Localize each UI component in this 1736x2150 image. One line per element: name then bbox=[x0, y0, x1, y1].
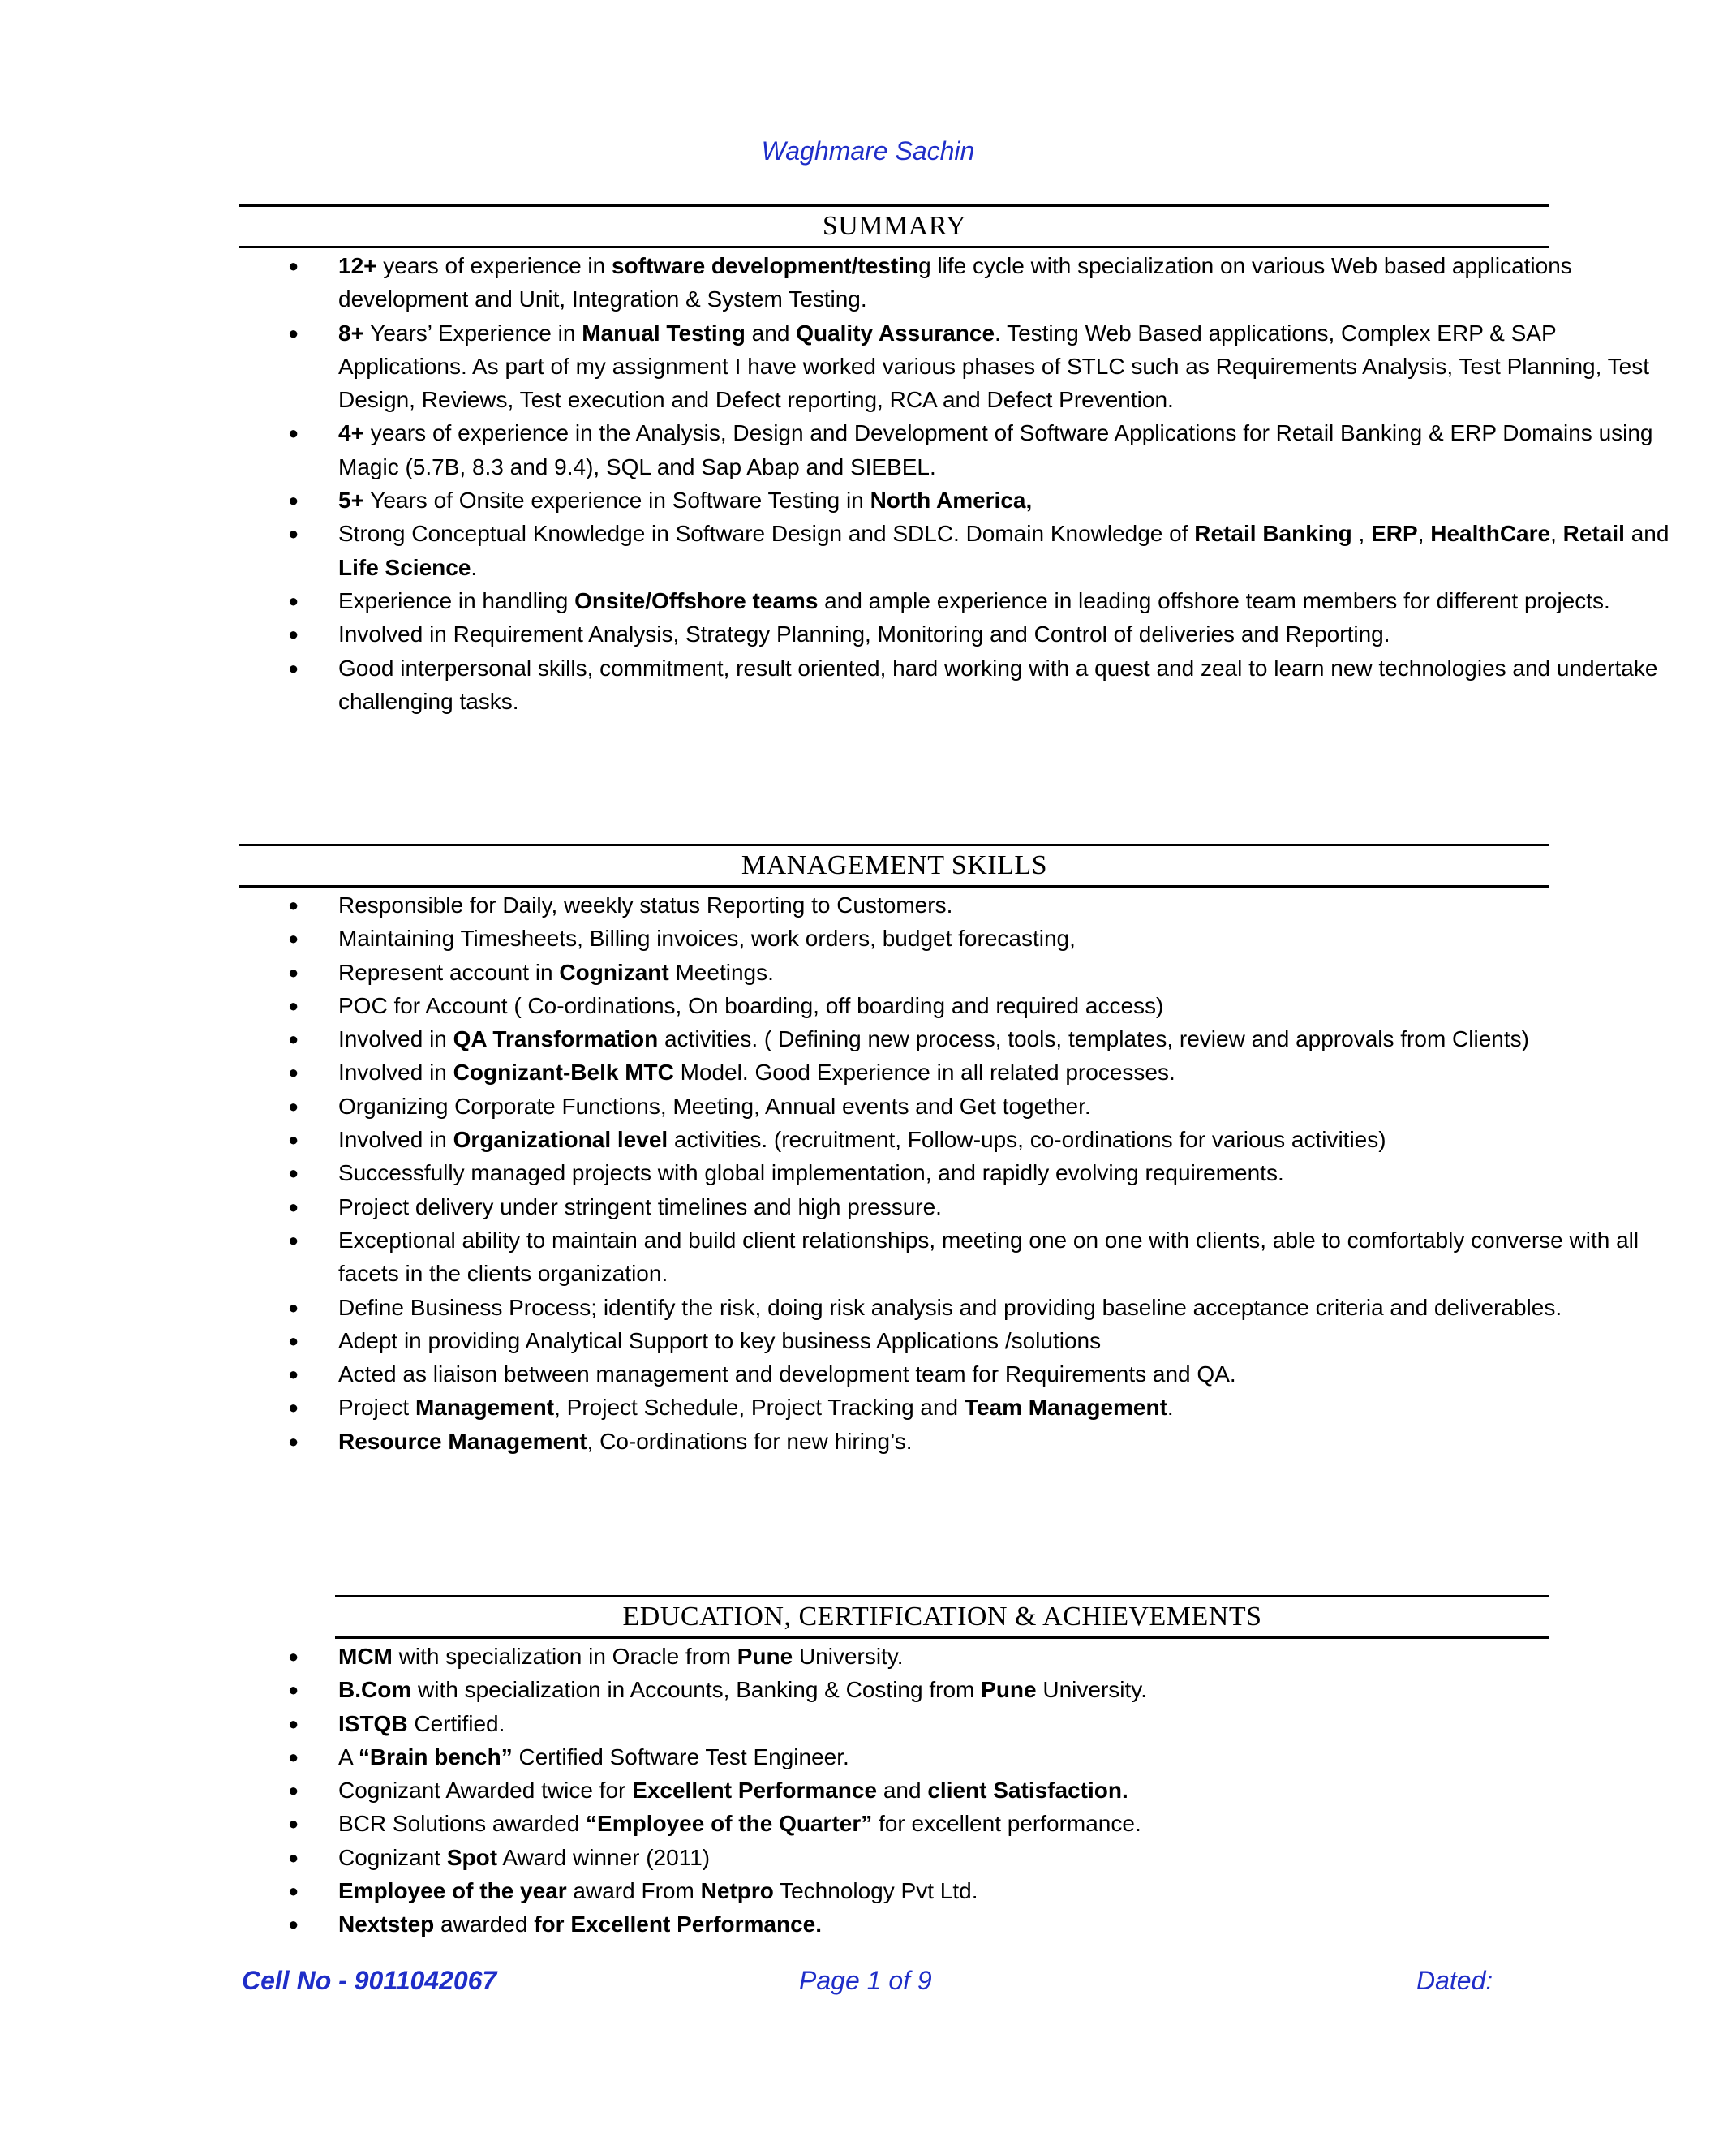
list-item bbox=[239, 1391, 1677, 1424]
list-item bbox=[239, 1223, 1677, 1291]
item-text: Project delivery under stringent timelines and high pressure. bbox=[338, 1193, 942, 1219]
list-item bbox=[239, 989, 1677, 1022]
item-text: . Testing Web Based applications, Complex ERP & SAP Applications. As part of my assignment I have worked various phases of STLC such as Requirements Analysis, Test Planning, Test Design, Reviews, Test execution and Defect reporting, RCA and Defect Prevention. bbox=[338, 320, 1650, 413]
bold-text: B.Com bbox=[338, 1677, 412, 1703]
bullet-icon: ● bbox=[288, 1163, 299, 1184]
item-text: Technology Pvt Ltd. bbox=[773, 1878, 978, 1904]
bold-text: 4+ bbox=[338, 420, 364, 446]
item-text: Project bbox=[338, 1395, 415, 1421]
item-text: Acted as liaison between management and development team for Requirements and QA. bbox=[338, 1361, 1236, 1387]
list-item bbox=[239, 1324, 1677, 1357]
bold-text: Cognizant bbox=[559, 959, 669, 985]
bullet-icon: ● bbox=[288, 624, 299, 645]
item-text: . bbox=[1167, 1395, 1174, 1421]
item-text: . bbox=[471, 554, 478, 580]
education-list bbox=[239, 1640, 1549, 1941]
item-text: , bbox=[1351, 521, 1372, 547]
bold-text: client Satisfaction. bbox=[927, 1778, 1128, 1804]
item-text: , Co-ordinations for new hiring’s. bbox=[587, 1428, 913, 1454]
item-text: Organizing Corporate Functions, Meeting, Annual events and Get together. bbox=[338, 1093, 1091, 1119]
item-text: University. bbox=[1036, 1677, 1147, 1703]
list-item bbox=[239, 956, 1677, 989]
list-item bbox=[239, 1673, 1677, 1706]
item-text: activities. (recruitment, Follow-ups, co-ordinations for various activities) bbox=[668, 1127, 1386, 1153]
item-text: Certified Software Test Engineer. bbox=[512, 1744, 849, 1769]
list-item bbox=[239, 1841, 1677, 1874]
item-text: Involved in Requirement Analysis, Strategy Planning, Monitoring and Control of deliveries and Reporting. bbox=[338, 621, 1390, 647]
list-item bbox=[239, 1090, 1677, 1123]
item-text: activities. ( Defining new process, tools, templates, review and approvals from Clients) bbox=[658, 1026, 1529, 1052]
bold-text: 8+ bbox=[338, 320, 364, 346]
bold-text: Onsite/Offshore teams bbox=[574, 587, 819, 613]
bold-text: for Excellent Performance. bbox=[534, 1911, 823, 1937]
item-text: g life cycle with specialization on various Web based applications development and Unit, Integration & System Testing. bbox=[338, 253, 1572, 312]
bullet-icon: ● bbox=[288, 1679, 299, 1701]
list-item bbox=[239, 1425, 1677, 1458]
cell-number: Cell No - 9011042067 bbox=[242, 1966, 497, 1995]
bullet-icon: ● bbox=[288, 1330, 299, 1351]
bullet-icon: ● bbox=[288, 995, 299, 1016]
item-text: Good interpersonal skills, commitment, result oriented, hard working with a quest and zeal to learn new technologies and undertake challenging tasks. bbox=[338, 655, 1658, 714]
bullet-icon: ● bbox=[288, 322, 299, 343]
item-text: Involved in bbox=[338, 1026, 453, 1052]
item-text: Cognizant bbox=[338, 1844, 447, 1870]
list-item bbox=[239, 316, 1677, 417]
item-text: Meetings. bbox=[668, 959, 774, 985]
list-item bbox=[239, 1740, 1677, 1774]
bullet-icon: ● bbox=[288, 1364, 299, 1385]
item-text: POC for Account ( Co-ordinations, On boarding, off boarding and required access) bbox=[338, 992, 1164, 1018]
item-text: Maintaining Timesheets, Billing invoices, work orders, budget forecasting, bbox=[338, 926, 1076, 952]
item-text: , Project Schedule, Project Tracking and bbox=[554, 1395, 965, 1421]
list-item bbox=[239, 484, 1677, 517]
bold-text: Quality Assurance bbox=[796, 320, 995, 346]
education-header bbox=[335, 1595, 1549, 1639]
bold-text: Employee of the year bbox=[338, 1878, 567, 1904]
list-item bbox=[239, 1807, 1677, 1840]
list-item bbox=[239, 1022, 1677, 1056]
education-title: EDUCATION, CERTIFICATION & ACHIEVEMENTS bbox=[622, 1602, 1262, 1632]
list-item bbox=[239, 617, 1677, 651]
management-header bbox=[239, 844, 1549, 888]
item-text: and ample experience in leading offshore team members for different projects. bbox=[818, 587, 1610, 613]
list-item bbox=[239, 1640, 1677, 1673]
item-text: Strong Conceptual Knowledge in Software Design and SDLC. Domain Knowledge of bbox=[338, 521, 1195, 547]
item-text: Represent account in bbox=[338, 959, 560, 985]
item-text: Adept in providing Analytical Support to key business Applications /solutions bbox=[338, 1327, 1102, 1353]
list-item bbox=[239, 416, 1677, 484]
bullet-icon: ● bbox=[288, 1229, 299, 1250]
bold-text: Cognizant-Belk MTC bbox=[453, 1060, 674, 1086]
item-text: Responsible for Daily, weekly status Reporting to Customers. bbox=[338, 892, 953, 918]
item-text: years of experience in bbox=[376, 253, 612, 278]
list-item bbox=[239, 1357, 1677, 1391]
bold-text: Life Science bbox=[338, 554, 471, 580]
list-item bbox=[239, 1056, 1677, 1089]
summary-list bbox=[239, 249, 1669, 718]
bullet-icon: ● bbox=[288, 1029, 299, 1050]
bullet-icon: ● bbox=[288, 1746, 299, 1767]
bold-text: Team Management bbox=[964, 1395, 1167, 1421]
item-text: A bbox=[338, 1744, 359, 1769]
item-text: with specialization in Oracle from bbox=[392, 1644, 737, 1669]
item-text: Certified. bbox=[407, 1710, 505, 1736]
management-title: MANAGEMENT SKILLS bbox=[741, 850, 1048, 880]
bold-text: Organizational level bbox=[453, 1127, 668, 1153]
list-item bbox=[239, 249, 1677, 316]
bullet-icon: ● bbox=[288, 523, 299, 544]
bold-text: Netpro bbox=[700, 1878, 774, 1904]
item-text: years of experience in the Analysis, Design and Development of Software Applications for Retail Banking & ERP Domains using Magic (5.7B, 8.3 and 9.4), SQL and Sap Abap and SIEBEL. bbox=[338, 420, 1653, 479]
bullet-icon: ● bbox=[288, 1296, 299, 1318]
bold-text: 5+ bbox=[338, 488, 364, 514]
list-item bbox=[239, 651, 1677, 719]
item-text: and bbox=[877, 1778, 928, 1804]
education-section bbox=[288, 1595, 1549, 1941]
list-item bbox=[239, 922, 1677, 955]
dated-label: Dated: bbox=[1416, 1966, 1493, 1995]
bullet-icon: ● bbox=[288, 1062, 299, 1083]
bullet-icon: ● bbox=[288, 1780, 299, 1801]
summary-title: SUMMARY bbox=[822, 211, 967, 241]
item-text: with specialization in Accounts, Banking & Costing from bbox=[411, 1677, 982, 1703]
bold-text: Nextstep bbox=[338, 1911, 435, 1937]
list-item bbox=[239, 1874, 1677, 1907]
bold-text: Spot bbox=[446, 1844, 498, 1870]
bold-text: MCM bbox=[338, 1644, 393, 1669]
bullet-icon: ● bbox=[288, 961, 299, 983]
summary-header bbox=[239, 204, 1549, 248]
list-item bbox=[239, 584, 1677, 617]
list-item bbox=[239, 1774, 1677, 1807]
item-text: BCR Solutions awarded bbox=[338, 1811, 587, 1837]
bullet-icon: ● bbox=[288, 590, 299, 611]
item-text: and bbox=[745, 320, 797, 346]
bullet-icon: ● bbox=[288, 1713, 299, 1734]
item-text: Successfully managed projects with global implementation, and rapidly evolving requirements. bbox=[338, 1160, 1284, 1186]
list-item bbox=[239, 1156, 1677, 1189]
bold-text: Retail bbox=[1562, 521, 1625, 547]
bold-text: 12+ bbox=[338, 253, 377, 278]
page-number: Page 1 of 9 bbox=[799, 1966, 932, 1995]
item-text: awarded bbox=[434, 1911, 535, 1937]
item-text: , bbox=[1417, 521, 1431, 547]
management-list bbox=[239, 888, 1639, 1458]
bold-text: Resource Management bbox=[338, 1428, 587, 1454]
bold-text: Pune bbox=[981, 1677, 1037, 1703]
item-text: Involved in bbox=[338, 1060, 453, 1086]
bullet-icon: ● bbox=[288, 1430, 299, 1451]
candidate-name: Waghmare Sachin bbox=[761, 136, 975, 166]
bullet-icon: ● bbox=[288, 895, 299, 915]
bold-text: Manual Testing bbox=[582, 320, 746, 346]
bold-text: HealthCare bbox=[1430, 521, 1551, 547]
bullet-icon: ● bbox=[288, 1095, 299, 1116]
list-item bbox=[239, 1707, 1677, 1740]
list-item bbox=[239, 888, 1677, 922]
bullet-icon: ● bbox=[288, 256, 299, 276]
item-text: Involved in bbox=[338, 1127, 453, 1153]
item-text: award From bbox=[566, 1878, 701, 1904]
item-text: Model. Good Experience in all related processes. bbox=[673, 1060, 1175, 1086]
bold-text: Pune bbox=[737, 1644, 793, 1669]
bold-text: ISTQB bbox=[338, 1710, 408, 1736]
bullet-icon: ● bbox=[288, 1196, 299, 1217]
item-text: Cognizant Awarded twice for bbox=[338, 1778, 633, 1804]
list-item bbox=[239, 1190, 1677, 1223]
item-text: University. bbox=[793, 1644, 904, 1669]
item-text: Exceptional ability to maintain and build client relationships, meeting one on one with clients, able to comfortably converse with all facets in the clients organization. bbox=[338, 1227, 1639, 1287]
bold-text: QA Transformation bbox=[453, 1026, 659, 1052]
summary-section bbox=[239, 204, 1669, 718]
item-text: Define Business Process; identify the risk, doing risk analysis and providing baseline acceptance criteria and deliverables. bbox=[338, 1294, 1562, 1320]
bold-text: “Employee of the Quarter” bbox=[586, 1811, 873, 1837]
item-text: for excellent performance. bbox=[872, 1811, 1141, 1837]
bullet-icon: ● bbox=[288, 657, 299, 678]
bullet-icon: ● bbox=[288, 1129, 299, 1150]
item-text: Years of Onsite experience in Software Testing in bbox=[363, 488, 870, 514]
bullet-icon: ● bbox=[288, 1881, 299, 1902]
bullet-icon: ● bbox=[288, 1397, 299, 1418]
list-item bbox=[239, 1123, 1677, 1156]
item-text: and bbox=[1624, 521, 1669, 547]
list-item bbox=[239, 517, 1677, 584]
bold-text: North America, bbox=[870, 488, 1033, 514]
bullet-icon: ● bbox=[288, 490, 299, 511]
item-text: Experience in handling bbox=[338, 587, 575, 613]
bullet-icon: ● bbox=[288, 423, 299, 444]
bold-text: “Brain bench” bbox=[358, 1744, 513, 1769]
bullet-icon: ● bbox=[288, 1813, 299, 1834]
bullet-icon: ● bbox=[288, 1847, 299, 1868]
list-item bbox=[239, 1291, 1677, 1324]
bold-text: Management bbox=[415, 1395, 555, 1421]
bold-text: ERP bbox=[1371, 521, 1418, 547]
bullet-icon: ● bbox=[288, 1646, 299, 1666]
bullet-icon: ● bbox=[288, 1914, 299, 1935]
bold-text: Retail Banking bbox=[1194, 521, 1352, 547]
bold-text: software development/testin bbox=[612, 253, 919, 278]
item-text: Years’ Experience in bbox=[363, 320, 582, 346]
item-text: Award winner (2011) bbox=[497, 1844, 711, 1870]
list-item bbox=[239, 1907, 1677, 1941]
bold-text: Excellent Performance bbox=[632, 1778, 878, 1804]
bullet-icon: ● bbox=[288, 928, 299, 949]
item-text: , bbox=[1550, 521, 1563, 547]
management-section bbox=[239, 844, 1639, 1458]
